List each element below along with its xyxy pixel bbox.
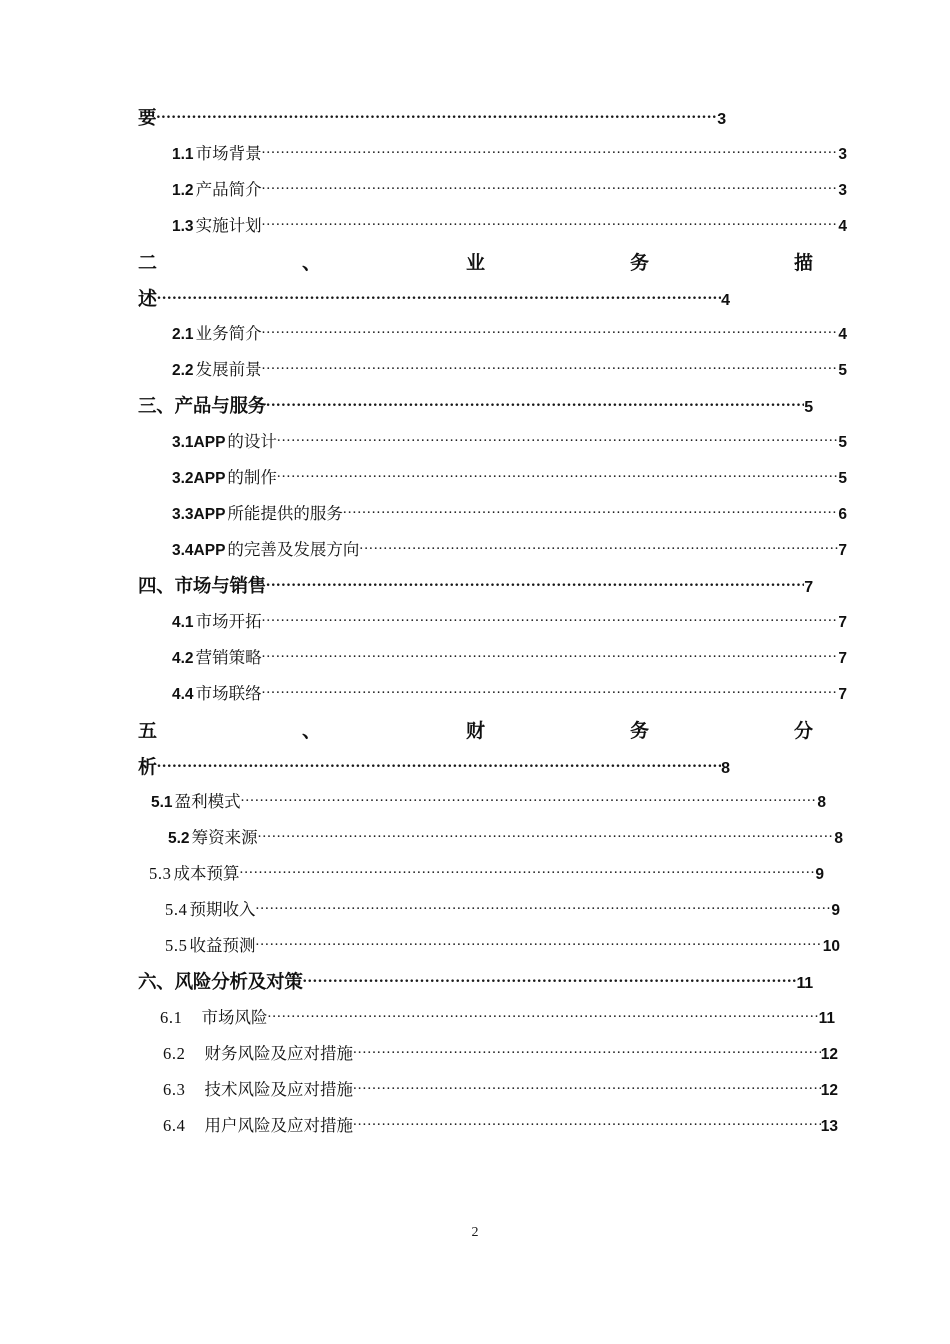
toc-entry-1-3[interactable] — [172, 212, 847, 248]
toc-entry-number: 6.3 — [163, 1080, 186, 1099]
toc-entry-number: 5.5 — [165, 936, 188, 955]
toc-entry-6-2[interactable] — [163, 1040, 838, 1076]
toc-entry-title: 盈利模式 — [174, 792, 241, 811]
toc-entry-title: 所能提供的服务 — [227, 504, 343, 523]
toc-page-number: 8 — [817, 794, 826, 811]
toc-page-number: 4 — [721, 292, 730, 309]
leader-dots — [266, 394, 804, 413]
toc-entry-title: 市场风险 — [201, 1008, 268, 1027]
toc-entry-label — [168, 824, 258, 848]
leader-dots — [267, 1007, 818, 1023]
toc-entry-label — [172, 140, 262, 164]
toc-page-number: 4 — [838, 326, 847, 343]
toc-entry-label — [172, 320, 262, 344]
toc-entry-3[interactable] — [138, 392, 813, 428]
toc-page-number: 13 — [820, 1118, 838, 1135]
toc-entry-5-5[interactable] — [165, 932, 840, 968]
toc-entry-number: 5.3 — [149, 864, 172, 883]
toc-entry-title: 财务风险及应对措施 — [204, 1044, 353, 1063]
toc-entry-title: 收益预测 — [189, 936, 256, 955]
toc-entry-yao[interactable] — [138, 104, 726, 140]
toc-entry-label — [172, 536, 359, 560]
toc-entry-5-4[interactable] — [165, 896, 840, 932]
leader-dots — [353, 1115, 821, 1131]
leader-dots — [262, 647, 839, 663]
toc-heading-char: 务 — [629, 253, 649, 274]
toc-page-number: 4 — [838, 218, 847, 235]
toc-entry-4[interactable] — [138, 572, 813, 608]
toc-heading-char: 述 — [138, 289, 158, 310]
toc-entry-label — [163, 1112, 353, 1136]
toc-entry-1-1[interactable] — [172, 140, 847, 176]
toc-page-number: 3 — [717, 111, 726, 128]
toc-entry-label — [172, 356, 262, 380]
toc-heading-char: 、 — [301, 721, 321, 742]
toc-entry-number: 1.1 — [172, 146, 194, 163]
toc-entry-label — [165, 932, 255, 956]
toc-page-number: 11 — [796, 975, 813, 992]
leader-dots — [303, 970, 797, 989]
toc-entry-label — [172, 464, 277, 488]
toc-entry-number: 4.1 — [172, 614, 194, 631]
toc-entry-title: 成本预算 — [173, 864, 240, 883]
toc-entry-number: 3.1APP — [172, 434, 226, 451]
toc-page-number: 3 — [838, 146, 847, 163]
toc-page-number: 10 — [822, 938, 840, 955]
leader-dots — [241, 791, 818, 807]
toc-entry-3-3[interactable] — [172, 500, 847, 536]
toc-entry-number: 3.4APP — [172, 542, 226, 559]
toc-page-number: 5 — [838, 362, 847, 379]
leader-dots — [157, 286, 721, 305]
toc-heading-char: 析 — [138, 757, 158, 778]
toc-entry-title: 的完善及发展方向 — [227, 540, 360, 559]
leader-dots — [262, 323, 839, 339]
leader-dots — [239, 863, 815, 879]
toc-entry-label-line2 — [138, 284, 730, 320]
leader-dots — [262, 179, 839, 195]
toc-page-number: 7 — [838, 686, 847, 703]
toc-heading-char: 二 — [138, 253, 158, 274]
toc-page-number: 3 — [838, 182, 847, 199]
toc-page-number: 7 — [804, 579, 813, 596]
toc-page-number: 5 — [838, 470, 847, 487]
toc-entry-5-2[interactable] — [168, 824, 843, 860]
toc-entry-title: 产品简介 — [195, 180, 262, 199]
toc-entry-5-3[interactable] — [149, 860, 824, 896]
leader-dots — [157, 754, 721, 773]
toc-entry-label-line1 — [138, 248, 813, 284]
toc-page-number: 9 — [831, 902, 840, 919]
toc-page-number: 9 — [815, 866, 824, 883]
toc-entry-title: 的设计 — [227, 432, 277, 451]
toc-entry-number: 1.3 — [172, 218, 194, 235]
toc-page-number: 8 — [721, 760, 730, 777]
leader-dots — [262, 215, 839, 231]
leader-dots — [353, 1043, 821, 1059]
toc-entry-title: 的制作 — [227, 468, 277, 487]
toc-page-number: 12 — [820, 1082, 838, 1099]
toc-heading-char: 业 — [465, 253, 485, 274]
leader-dots — [156, 106, 717, 125]
toc-entry-title: 营销策略 — [195, 648, 262, 667]
leader-dots — [262, 611, 839, 627]
toc-entry-4-4[interactable] — [172, 680, 847, 716]
leader-dots — [277, 467, 838, 483]
toc-entry-number: 5.2 — [168, 830, 190, 847]
footer-page-number: 2 — [471, 1225, 479, 1240]
leader-dots — [359, 539, 838, 555]
toc-entry-number: 4.2 — [172, 650, 194, 667]
toc-entry-label — [165, 896, 255, 920]
toc-entry-label: 四、市场与销售 — [138, 575, 267, 596]
toc-entry-3-2[interactable] — [172, 464, 847, 500]
toc-entry-label-line2 — [138, 752, 730, 788]
toc-entry-number: 2.1 — [172, 326, 194, 343]
toc-entry-label — [172, 500, 343, 524]
toc-entry-number: 6.1 — [160, 1008, 183, 1027]
toc-heading-char: 、 — [301, 253, 321, 274]
toc-entry-title: 发展前景 — [195, 360, 262, 379]
toc-page-number: 7 — [838, 614, 847, 631]
toc-entry-title: 预期收入 — [189, 900, 256, 919]
toc-entry-6[interactable] — [138, 968, 813, 1004]
toc-entry-4-2[interactable] — [172, 644, 847, 680]
toc-entry-title: 市场联络 — [195, 684, 262, 703]
toc-entry-2[interactable] — [138, 248, 813, 320]
toc-entry-number: 6.2 — [163, 1044, 186, 1063]
toc-entry-label — [172, 680, 262, 704]
toc-entry-title: 用户风险及应对措施 — [204, 1116, 353, 1135]
toc-entry-title: 筹资来源 — [191, 828, 258, 847]
leader-dots — [255, 899, 831, 915]
toc-page-number: 5 — [804, 399, 813, 416]
toc-entry-label — [151, 788, 241, 812]
toc-page-number: 6 — [838, 506, 847, 523]
toc-entry-3-4[interactable] — [172, 536, 847, 572]
toc-entry-6-1[interactable] — [160, 1004, 835, 1040]
toc-entry-title: 技术风险及应对措施 — [204, 1080, 353, 1099]
toc-page-number: 5 — [838, 434, 847, 451]
leader-dots — [258, 827, 835, 843]
leader-dots — [266, 574, 804, 593]
leader-dots — [353, 1079, 821, 1095]
toc-entry-label — [172, 608, 262, 632]
toc-entry-label — [149, 860, 239, 884]
toc-entry-title: 业务简介 — [195, 324, 262, 343]
toc-heading-char: 五 — [138, 721, 158, 742]
toc-page-number: 7 — [838, 542, 847, 559]
toc-entry-label — [163, 1040, 353, 1064]
toc-entry-label — [163, 1076, 353, 1100]
toc-entry-label — [172, 644, 262, 668]
toc-entry-2-2[interactable] — [172, 356, 847, 392]
toc-entry-1-2[interactable] — [172, 176, 847, 212]
toc-entry-label — [172, 428, 277, 452]
toc-entry-5-1[interactable] — [151, 788, 826, 824]
toc-entry-label-line1 — [138, 716, 813, 752]
toc-entry-number: 6.4 — [163, 1116, 186, 1135]
toc-entry-number: 3.2APP — [172, 470, 226, 487]
toc-entry-5[interactable] — [138, 716, 813, 788]
toc-heading-char: 描 — [793, 253, 813, 274]
leader-dots — [262, 683, 839, 699]
toc-entry-3-1[interactable] — [172, 428, 847, 464]
toc-entry-number: 2.2 — [172, 362, 194, 379]
toc-entry-number: 5.4 — [165, 900, 188, 919]
toc-entry-2-1[interactable] — [172, 320, 847, 356]
toc-page-number: 11 — [818, 1010, 835, 1027]
toc-page-number: 12 — [820, 1046, 838, 1063]
toc-entry-label: 要 — [138, 107, 157, 128]
toc-entry-label — [172, 212, 262, 236]
leader-dots — [343, 503, 838, 519]
leader-dots — [262, 359, 839, 375]
toc-heading-char: 务 — [629, 721, 649, 742]
toc-entry-label — [160, 1004, 267, 1028]
toc-entry-number: 1.2 — [172, 182, 194, 199]
toc-entry-title: 市场开拓 — [195, 612, 262, 631]
toc-page-number: 7 — [838, 650, 847, 667]
leader-dots — [277, 431, 838, 447]
toc-entry-label — [172, 176, 262, 200]
toc-heading-char: 财 — [465, 721, 485, 742]
table-of-contents — [138, 104, 847, 1148]
toc-entry-title: 市场背景 — [195, 144, 262, 163]
leader-dots — [262, 143, 839, 159]
leader-dots — [255, 935, 822, 951]
toc-entry-number: 5.1 — [151, 794, 173, 811]
toc-entry-label: 六、风险分析及对策 — [138, 971, 303, 992]
toc-page-number: 8 — [834, 830, 843, 847]
toc-entry-number: 3.3APP — [172, 506, 226, 523]
toc-entry-6-4[interactable] — [163, 1112, 838, 1148]
toc-entry-4-1[interactable] — [172, 608, 847, 644]
toc-entry-number: 4.4 — [172, 686, 194, 703]
toc-entry-label: 三、产品与服务 — [138, 395, 267, 416]
toc-entry-6-3[interactable] — [163, 1076, 838, 1112]
toc-entry-title: 实施计划 — [195, 216, 262, 235]
toc-heading-char: 分 — [793, 721, 813, 742]
